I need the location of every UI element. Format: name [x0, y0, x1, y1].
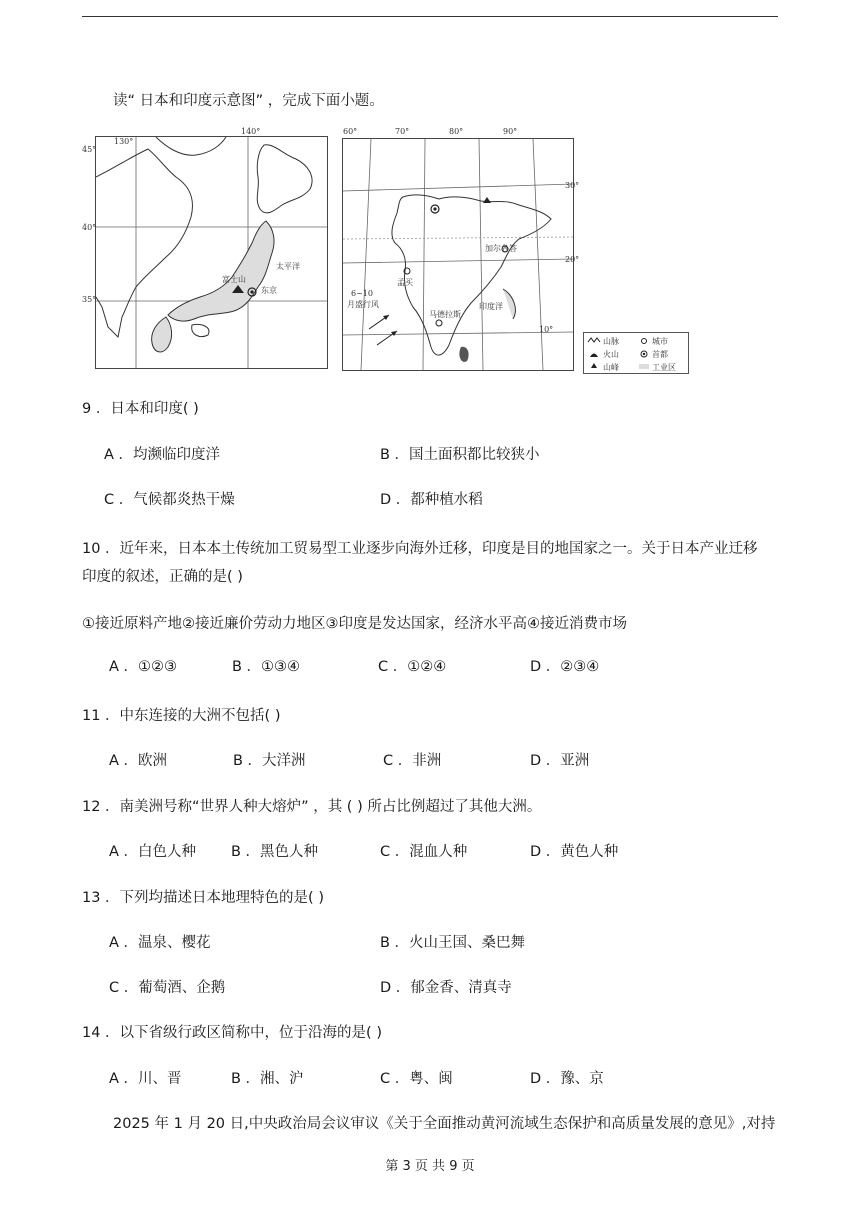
- legend-industry: 工业区: [652, 363, 676, 372]
- q10-statements: ①接近原料产地②接近廉价劳动力地区③印度是发达国家，经济水平高④接近消费市场: [82, 616, 627, 632]
- q9-option-c: C ．气候都炎热干燥: [104, 492, 235, 508]
- q12-option-d: D ．黄色人种: [530, 844, 619, 860]
- legend-capital: 首都: [652, 350, 668, 359]
- q10-option-d: D ．②③④: [530, 659, 600, 675]
- japan-lat-35: 35°: [82, 295, 97, 304]
- map-legend: [583, 332, 689, 374]
- pacific-label: 太平洋: [276, 262, 300, 271]
- q11-option-b: B ．大洋洲: [233, 753, 306, 769]
- japan-lon-130: 130°: [114, 137, 134, 146]
- india-lon-70: 70°: [395, 127, 410, 136]
- q13-option-c: C ．葡萄酒、企鹅: [109, 980, 226, 996]
- page-footer: 第 3 页 共 9 页: [385, 1159, 475, 1174]
- q13-option-b: B ．火山王国、桑巴舞: [380, 935, 526, 951]
- q10-stem-line2: 印度的叙述，正确的是( ): [82, 569, 243, 585]
- india-map-drawing: [343, 139, 573, 370]
- india-lon-80: 80°: [449, 127, 464, 136]
- japan-map: [82, 127, 328, 369]
- q14-option-c: C ．粤、闽: [380, 1071, 453, 1087]
- japan-lat-45: 45°: [82, 145, 97, 154]
- q14-stem: 14 ．以下省级行政区简称中，位于沿海的是( ): [82, 1025, 382, 1041]
- q12-stem: 12 ．南美洲号称“世界人种大熔炉” ，其 ( ) 所占比例超过了其他大洲。: [82, 799, 542, 815]
- q10-stem-line1: 10 ．近年来，日本本土传统加工贸易型工业逐步向海外迁移，印度是目的地国家之一。关于日本产业迁移: [82, 541, 758, 557]
- q9-stem: 9 ．日本和印度( ): [82, 401, 199, 417]
- india-lat-10: 10°: [539, 325, 554, 334]
- legend-city: 城市: [652, 337, 668, 346]
- passage-text: 2025 年 1 月 20 日,中央政治局会议审议《关于全面推动黄河流域生态保护和高质量发展的意见》,对持: [113, 1116, 776, 1132]
- india-map: [342, 127, 580, 371]
- q10-option-a: A ．①②③: [109, 659, 178, 675]
- q13-option-a: A ．温泉、樱花: [109, 935, 211, 951]
- india-lat-20: 20°: [565, 255, 580, 264]
- mumbai-label: 孟买: [397, 278, 413, 287]
- intro-text: 读“ 日本和印度示意图” ，完成下面小题。: [113, 93, 384, 109]
- q11-option-d: D ．亚洲: [530, 753, 590, 769]
- fuji-label: 富士山: [222, 275, 246, 284]
- q12-option-c: C ．混血人种: [380, 844, 468, 860]
- japan-lon-140: 140°: [241, 127, 261, 136]
- q13-stem: 13 ．下列均描述日本地理特色的是( ): [82, 890, 324, 906]
- legend-peak: 山峰: [603, 363, 619, 372]
- india-lon-90: 90°: [503, 127, 518, 136]
- legend-mountain: 山脉: [603, 337, 619, 346]
- q11-stem: 11 ．中东连接的大洲不包括( ): [82, 708, 281, 724]
- tokyo-label: 东京: [261, 286, 277, 295]
- ocean-label: 印度洋: [479, 302, 503, 311]
- chennai-label: 马德拉斯: [429, 310, 461, 319]
- q14-option-b: B ．湘、沪: [231, 1071, 304, 1087]
- q11-option-c: C ．非洲: [383, 753, 442, 769]
- legend-volcano: 火山: [603, 350, 619, 359]
- wind-months: 6~10: [351, 289, 373, 298]
- india-lon-60: 60°: [343, 127, 358, 136]
- q12-option-a: A ．白色人种: [109, 844, 197, 860]
- q10-option-b: B ．①③④: [232, 659, 301, 675]
- q12-option-b: B ．黑色人种: [231, 844, 319, 860]
- wind-text: 月盛行风: [347, 300, 379, 309]
- q13-option-d: D ．郁金香、清真寺: [380, 980, 512, 996]
- header-rule: [82, 16, 778, 17]
- japan-map-drawing: [96, 137, 327, 368]
- kolkata-label: 加尔各答: [485, 244, 517, 253]
- q9-option-a: A ．均濒临印度洋: [104, 447, 221, 463]
- q9-option-b: B ．国土面积都比较狭小: [380, 447, 540, 463]
- q10-option-c: C ．①②④: [378, 659, 447, 675]
- japan-lat-40: 40°: [82, 223, 97, 232]
- india-lat-30: 30°: [565, 181, 580, 190]
- q9-option-d: D ．都种植水稻: [380, 492, 483, 508]
- q11-option-a: A ．欧洲: [109, 753, 168, 769]
- q14-option-a: A ．川、晋: [109, 1071, 182, 1087]
- q14-option-d: D ．豫、京: [530, 1071, 604, 1087]
